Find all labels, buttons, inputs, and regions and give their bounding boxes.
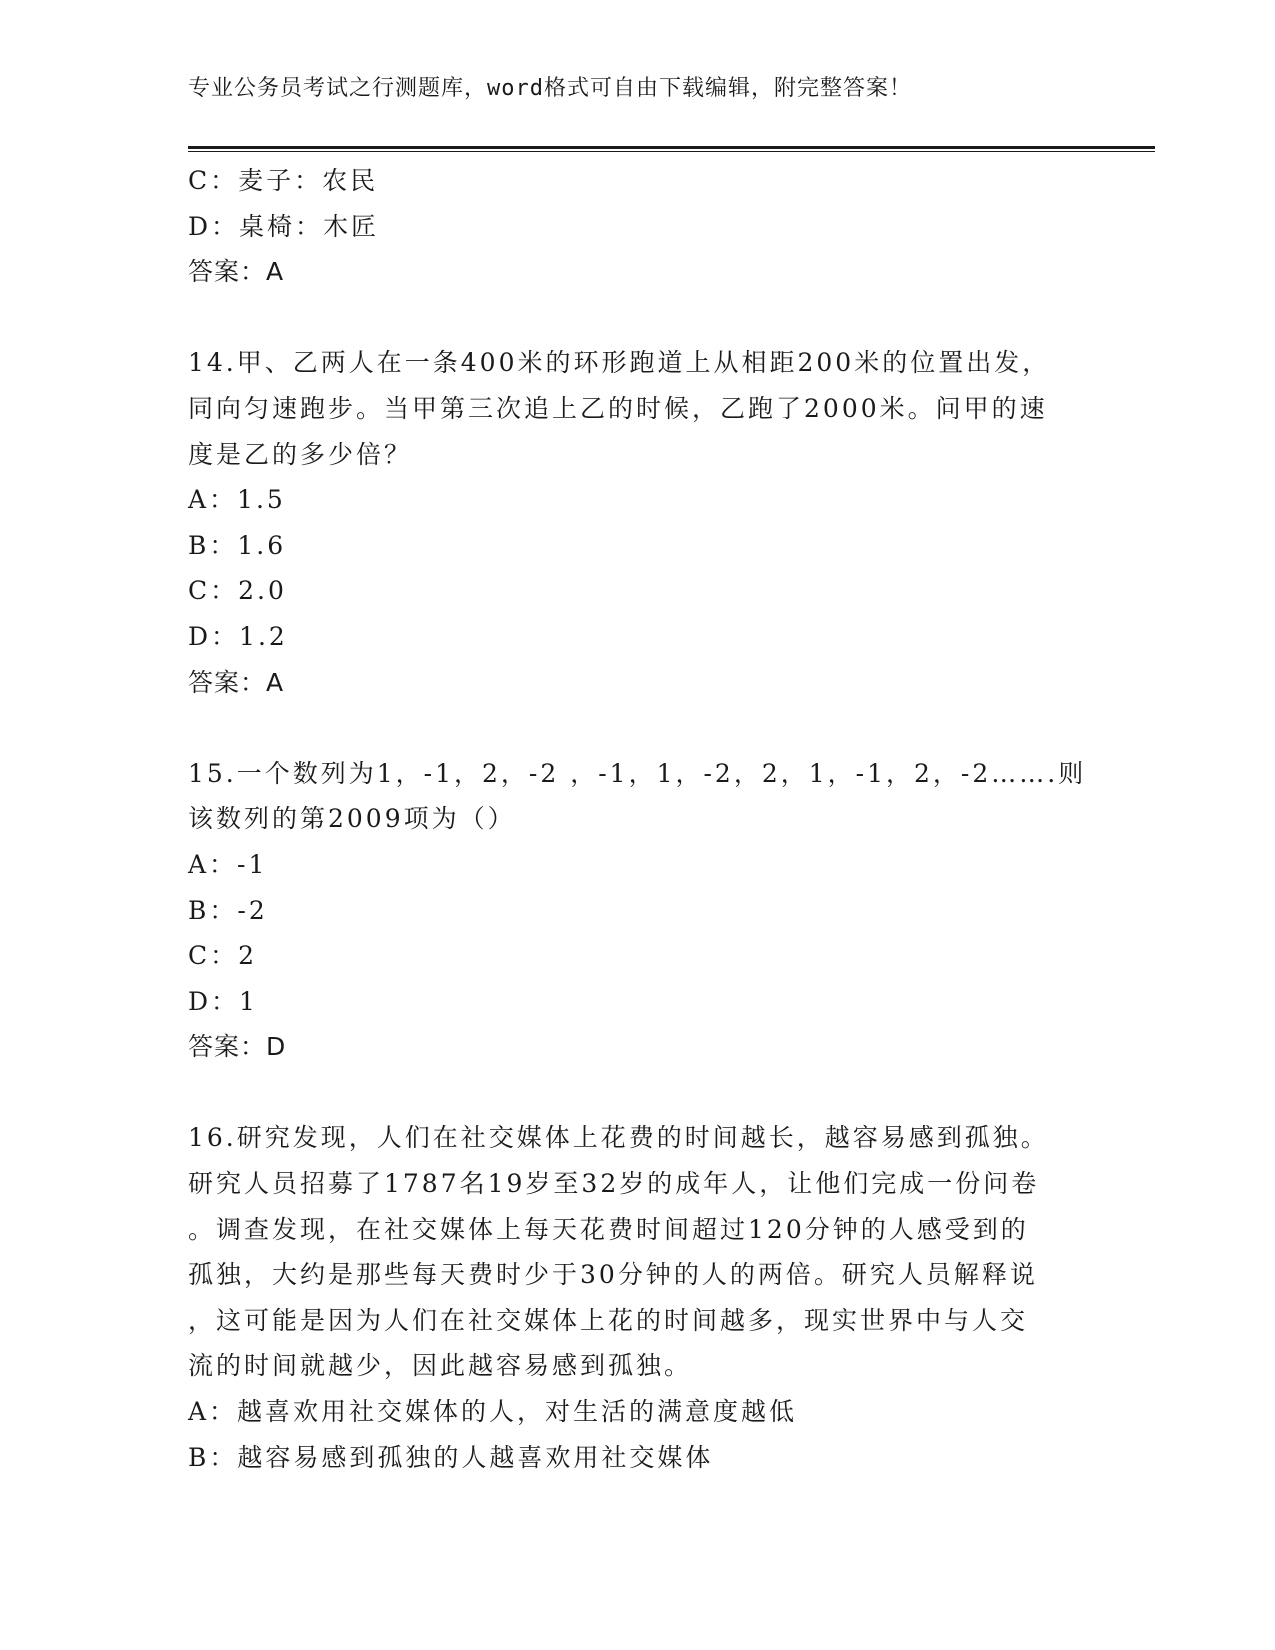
option-b: B：1.6: [188, 530, 287, 560]
option-b: B：-2: [188, 895, 268, 925]
option-a: A：-1: [188, 849, 268, 879]
question-text: 同向匀速跑步。当甲第三次追上乙的时候，乙跑了2000米。问甲的速: [188, 393, 1048, 423]
question-text: 流的时间就越少，因此越容易感到孤独。: [188, 1351, 693, 1381]
answer-line: 答案：D: [188, 1032, 287, 1062]
answer-line: 答案：A: [188, 667, 285, 697]
spacer: [188, 705, 1088, 751]
question-16: [188, 1115, 1088, 1480]
question-text: 孤独，大约是那些每天费时少于30分钟的人的两倍。研究人员解释说: [188, 1260, 1038, 1290]
question-15: [188, 751, 1088, 1070]
option-c: C：2: [188, 941, 258, 971]
option-b: B：越容易感到孤独的人越喜欢用社交媒体: [188, 1442, 714, 1472]
question-text: 15.一个数列为1，-1，2，-2 ，-1，1，-2，2，1，-1，2，-2…….则: [188, 758, 1087, 788]
option-d: D：1: [188, 986, 258, 1016]
question-text: 度是乙的多少倍？: [188, 439, 413, 469]
header-divider: [188, 146, 1155, 152]
answer-line: 答案：A: [188, 257, 285, 287]
question-13-continued: [188, 158, 1088, 295]
document-body: [188, 158, 1088, 1480]
spacer: [188, 1070, 1088, 1116]
option-c: C：麦子：农民: [188, 166, 379, 195]
page-header: 专业公务员考试之行测题库，word格式可自由下载编辑，附完整答案！: [188, 76, 912, 101]
question-text: 研究人员招募了1787名19岁至32岁的成年人，让他们完成一份问卷: [188, 1169, 1040, 1199]
option-a: A：越喜欢用社交媒体的人，对生活的满意度越低: [188, 1397, 798, 1427]
question-text: 14.甲、乙两人在一条400米的环形跑道上从相距200米的位置出发，: [188, 348, 1051, 378]
option-d: D：1.2: [188, 621, 288, 651]
question-text: ，这可能是因为人们在社交媒体上花的时间越多，现实世界中与人交: [188, 1305, 1029, 1335]
option-c: C：2.0: [188, 576, 287, 606]
spacer: [188, 295, 1088, 341]
question-14: [188, 340, 1088, 705]
option-a: A：1.5: [188, 485, 286, 515]
question-text: 该数列的第2009项为（）: [188, 804, 516, 834]
option-d: D：桌椅：木匠: [188, 211, 380, 241]
question-text: 16.研究发现，人们在社交媒体上花费的时间越长，越容易感到孤独。: [188, 1123, 1049, 1153]
question-text: 。调查发现，在社交媒体上每天花费时间超过120分钟的人感受到的: [188, 1214, 1029, 1244]
